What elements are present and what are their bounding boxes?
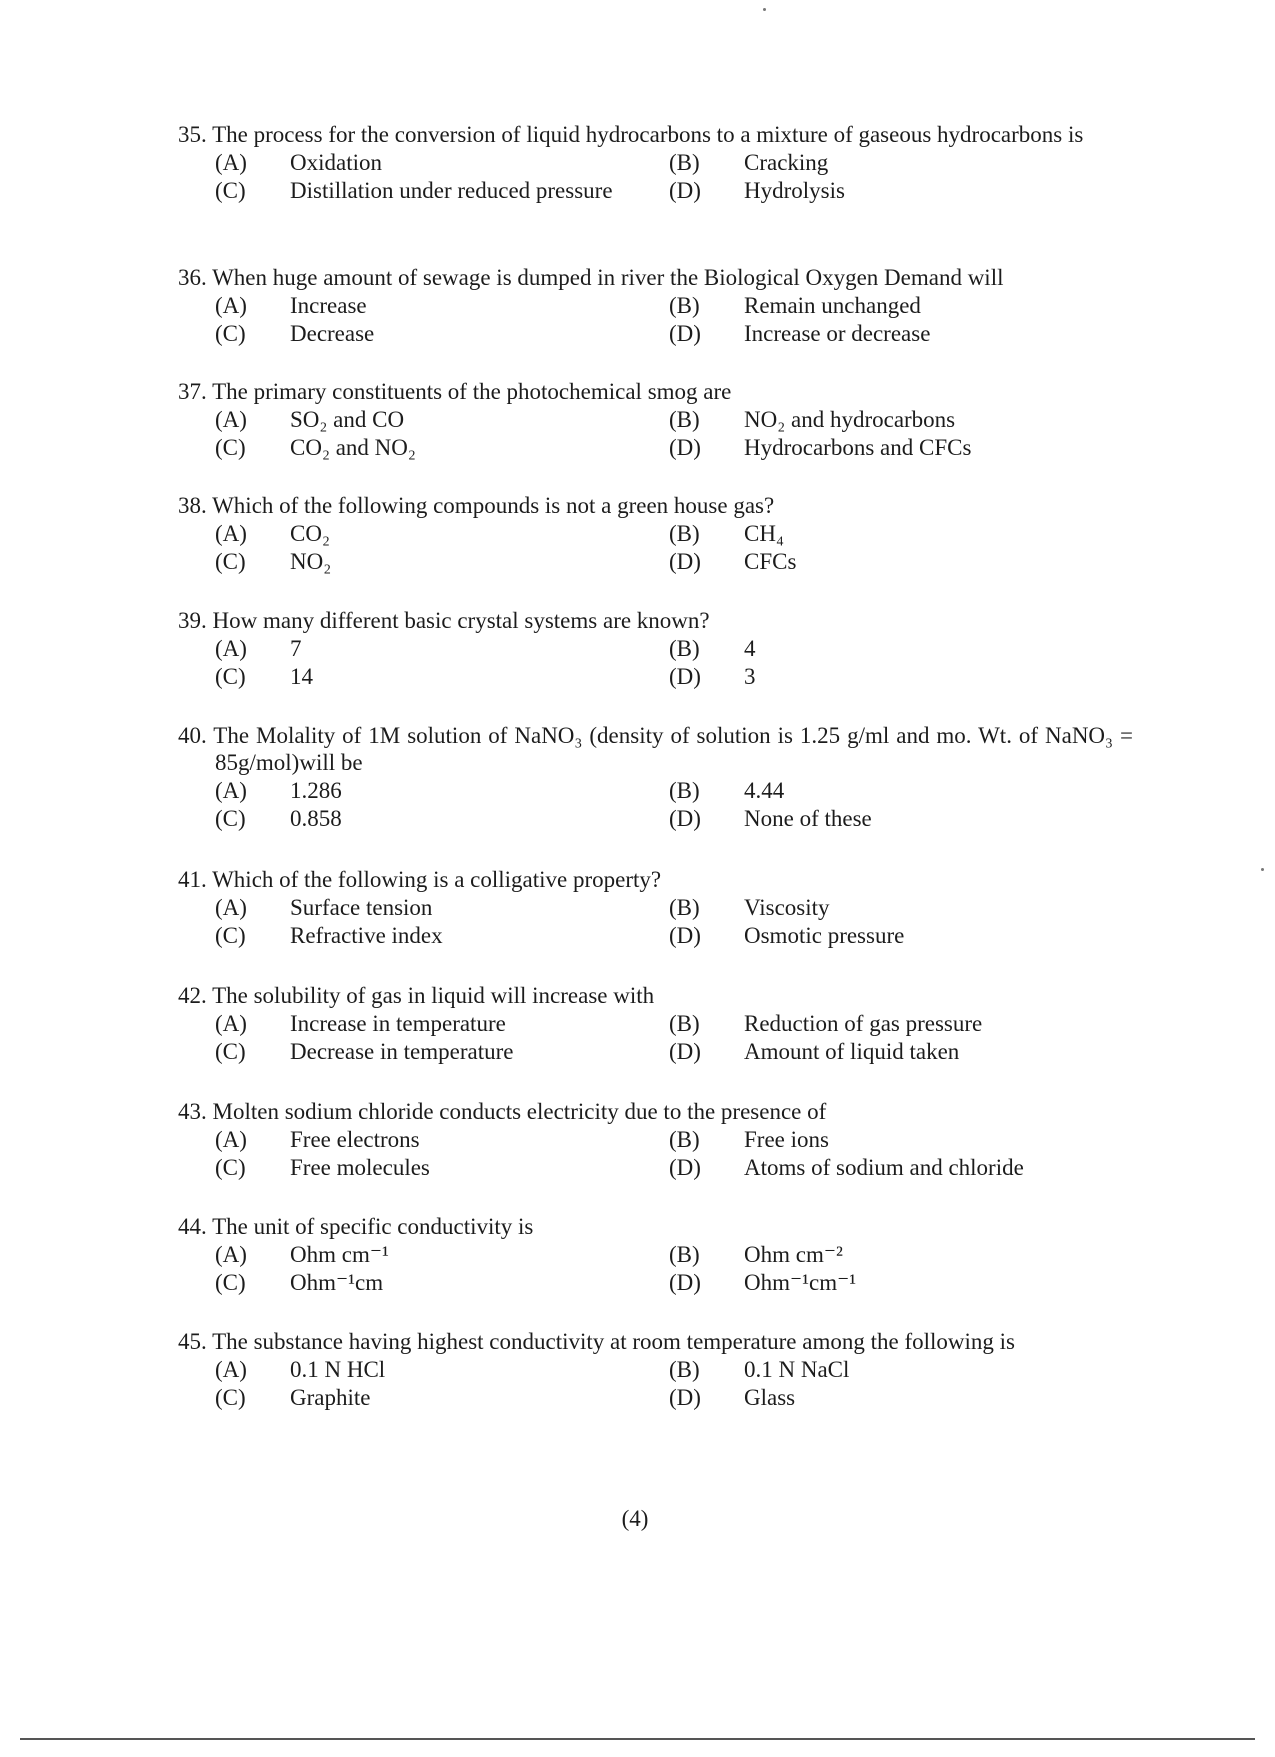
option-label: (D) [669, 923, 701, 948]
option-text: Reduction of gas pressure [744, 1011, 983, 1036]
question-stem [178, 121, 1133, 148]
option-text: Increase [290, 293, 367, 318]
options [178, 894, 1133, 950]
question-stem [178, 982, 1133, 1009]
option-text: 1.286 [290, 778, 342, 803]
question-stem [178, 866, 1133, 893]
option-label: (A) [215, 1357, 247, 1382]
question-number: 37. [178, 379, 207, 404]
option-text: 0.858 [290, 806, 342, 831]
option-label: (C) [215, 1039, 246, 1064]
question-stem [178, 492, 1133, 519]
option-label: (B) [669, 1011, 700, 1036]
question-44 [178, 1213, 1133, 1297]
question-stem [178, 1213, 1133, 1240]
question-stem [178, 1328, 1133, 1355]
option-row [178, 1010, 1133, 1038]
question-stem [178, 722, 1133, 776]
option-text: Viscosity [744, 895, 830, 920]
option-row [178, 1269, 1133, 1297]
option-label: (C) [215, 435, 246, 460]
option-label: (C) [215, 549, 246, 574]
option-label: (D) [669, 435, 701, 460]
option-label: (A) [215, 778, 247, 803]
options [178, 406, 1133, 462]
option-text: 7 [290, 636, 302, 661]
question-text: The primary constituents of the photochemical smog are [212, 379, 732, 404]
question-40 [178, 722, 1133, 833]
option-label: (C) [215, 321, 246, 346]
question-text: Molten sodium chloride conducts electricity due to the presence of [212, 1099, 827, 1124]
option-text: Increase in temperature [290, 1011, 506, 1036]
question-43 [178, 1098, 1133, 1182]
option-row [178, 635, 1133, 663]
option-text: Surface tension [290, 895, 433, 920]
option-row [178, 406, 1133, 434]
question-number: 44. [178, 1214, 207, 1239]
page-number: (4) [621, 1506, 649, 1531]
option-row [178, 1038, 1133, 1066]
option-text: Remain unchanged [744, 293, 921, 318]
option-row [178, 1154, 1133, 1182]
option-label: (A) [215, 150, 247, 175]
option-text: Ohm cm⁻² [744, 1242, 843, 1267]
option-label: (B) [669, 1242, 700, 1267]
option-row [178, 1241, 1133, 1269]
option-text: Distillation under reduced pressure [290, 178, 613, 203]
option-text: NO₂ [290, 549, 332, 574]
option-row [178, 434, 1133, 462]
option-label: (A) [215, 1242, 247, 1267]
option-row [178, 777, 1133, 805]
option-row [178, 805, 1133, 833]
question-37 [178, 378, 1133, 462]
option-label: (A) [215, 1011, 247, 1036]
option-label: (D) [669, 549, 701, 574]
option-label: (D) [669, 1039, 701, 1064]
option-label: (A) [215, 895, 247, 920]
options [178, 777, 1133, 833]
option-row [178, 1126, 1133, 1154]
option-label: (A) [215, 407, 247, 432]
option-label: (C) [215, 178, 246, 203]
option-text: Osmotic pressure [744, 923, 905, 948]
option-text: Decrease in temperature [290, 1039, 514, 1064]
option-text: Decrease [290, 321, 375, 346]
options [178, 635, 1133, 691]
option-text: NO₂ and hydrocarbons [744, 407, 956, 432]
option-label: (D) [669, 664, 701, 689]
option-label: (C) [215, 664, 246, 689]
option-label: (B) [669, 293, 700, 318]
option-text: CO₂ and NO₂ [290, 435, 416, 460]
options [178, 1356, 1133, 1412]
option-label: (A) [215, 1127, 247, 1152]
question-text: The solubility of gas in liquid will increase with [212, 983, 655, 1008]
option-label: (C) [215, 806, 246, 831]
option-label: (B) [669, 778, 700, 803]
question-number: 35. [178, 122, 207, 147]
option-label: (D) [669, 178, 701, 203]
question-text: The substance having highest conductivity at room temperature among the following is [212, 1329, 1015, 1354]
question-number: 43. [178, 1099, 207, 1124]
option-text: Hydrocarbons and CFCs [744, 435, 972, 460]
question-text: The Molality of 1M solution of NaNO₃ (density of solution is 1.25 g/ml and mo. Wt. of NaNO₃ = 85g/mol)will be [213, 723, 1133, 775]
question-stem [178, 378, 1133, 405]
question-text: When huge amount of sewage is dumped in river the Biological Oxygen Demand will [212, 265, 1004, 290]
option-text: Atoms of sodium and chloride [744, 1155, 1024, 1180]
option-text: Graphite [290, 1385, 371, 1410]
option-text: CFCs [744, 549, 797, 574]
question-42 [178, 982, 1133, 1066]
option-text: None of these [744, 806, 872, 831]
question-text: The unit of specific conductivity is [212, 1214, 534, 1239]
option-label: (B) [669, 636, 700, 661]
question-text: Which of the following is a colligative property? [212, 867, 662, 892]
question-number: 41. [178, 867, 207, 892]
question-35 [178, 121, 1133, 205]
options [178, 1126, 1133, 1182]
question-number: 40. [178, 723, 207, 748]
option-label: (D) [669, 806, 701, 831]
question-text: How many different basic crystal systems are known? [212, 608, 710, 633]
option-text: Refractive index [290, 923, 443, 948]
option-text: Glass [744, 1385, 796, 1410]
option-label: (D) [669, 1385, 701, 1410]
option-text: 3 [744, 664, 756, 689]
option-text: 14 [290, 664, 313, 689]
option-text: 4 [744, 636, 756, 661]
options [178, 520, 1133, 576]
scan-speck [1261, 868, 1264, 871]
option-label: (B) [669, 521, 700, 546]
option-label: (D) [669, 321, 701, 346]
question-45 [178, 1328, 1133, 1412]
question-number: 38. [178, 493, 207, 518]
option-label: (A) [215, 636, 247, 661]
option-text: Increase or decrease [744, 321, 931, 346]
question-39 [178, 607, 1133, 691]
option-text: Ohm⁻¹cm⁻¹ [744, 1270, 857, 1295]
option-label: (B) [669, 1357, 700, 1382]
option-text: 0.1 N HCl [290, 1357, 386, 1382]
options [178, 149, 1133, 205]
option-text: Hydrolysis [744, 178, 845, 203]
question-41 [178, 866, 1133, 950]
question-stem [178, 607, 1133, 634]
scan-edge-line [20, 1738, 1255, 1740]
option-text: Free electrons [290, 1127, 420, 1152]
question-stem [178, 264, 1133, 291]
question-number: 42. [178, 983, 207, 1008]
option-text: Amount of liquid taken [744, 1039, 960, 1064]
option-text: CO₂ [290, 521, 330, 546]
option-text: SO₂ and CO [290, 407, 405, 432]
option-label: (C) [215, 1270, 246, 1295]
option-label: (A) [215, 293, 247, 318]
option-row [178, 548, 1133, 576]
option-row [178, 149, 1133, 177]
option-text: Ohm cm⁻¹ [290, 1242, 389, 1267]
option-label: (A) [215, 521, 247, 546]
option-label: (B) [669, 150, 700, 175]
options [178, 1010, 1133, 1066]
option-row [178, 894, 1133, 922]
scan-speck [763, 8, 766, 11]
option-label: (B) [669, 1127, 700, 1152]
question-stem [178, 1098, 1133, 1125]
option-row [178, 922, 1133, 950]
option-text: Ohm⁻¹cm [290, 1270, 384, 1295]
options [178, 1241, 1133, 1297]
option-row [178, 292, 1133, 320]
option-label: (B) [669, 895, 700, 920]
option-row [178, 177, 1133, 205]
question-text: Which of the following compounds is not a green house gas? [212, 493, 775, 518]
option-text: CH₄ [744, 521, 784, 546]
options [178, 292, 1133, 348]
question-number: 39. [178, 608, 207, 633]
option-label: (D) [669, 1155, 701, 1180]
option-label: (B) [669, 407, 700, 432]
option-text: 0.1 N NaCl [744, 1357, 850, 1382]
option-text: Cracking [744, 150, 829, 175]
option-label: (C) [215, 923, 246, 948]
option-text: 4.44 [744, 778, 785, 803]
option-label: (C) [215, 1385, 246, 1410]
option-row [178, 320, 1133, 348]
option-row [178, 1356, 1133, 1384]
option-label: (D) [669, 1270, 701, 1295]
option-row [178, 1384, 1133, 1412]
question-38 [178, 492, 1133, 576]
question-36 [178, 264, 1133, 348]
question-number: 36. [178, 265, 207, 290]
option-text: Free molecules [290, 1155, 430, 1180]
question-text: The process for the conversion of liquid hydrocarbons to a mixture of gaseous hydrocarbons is [212, 122, 1084, 147]
question-number: 45. [178, 1329, 207, 1354]
option-text: Oxidation [290, 150, 382, 175]
option-row [178, 663, 1133, 691]
option-row [178, 520, 1133, 548]
option-text: Free ions [744, 1127, 829, 1152]
option-label: (C) [215, 1155, 246, 1180]
